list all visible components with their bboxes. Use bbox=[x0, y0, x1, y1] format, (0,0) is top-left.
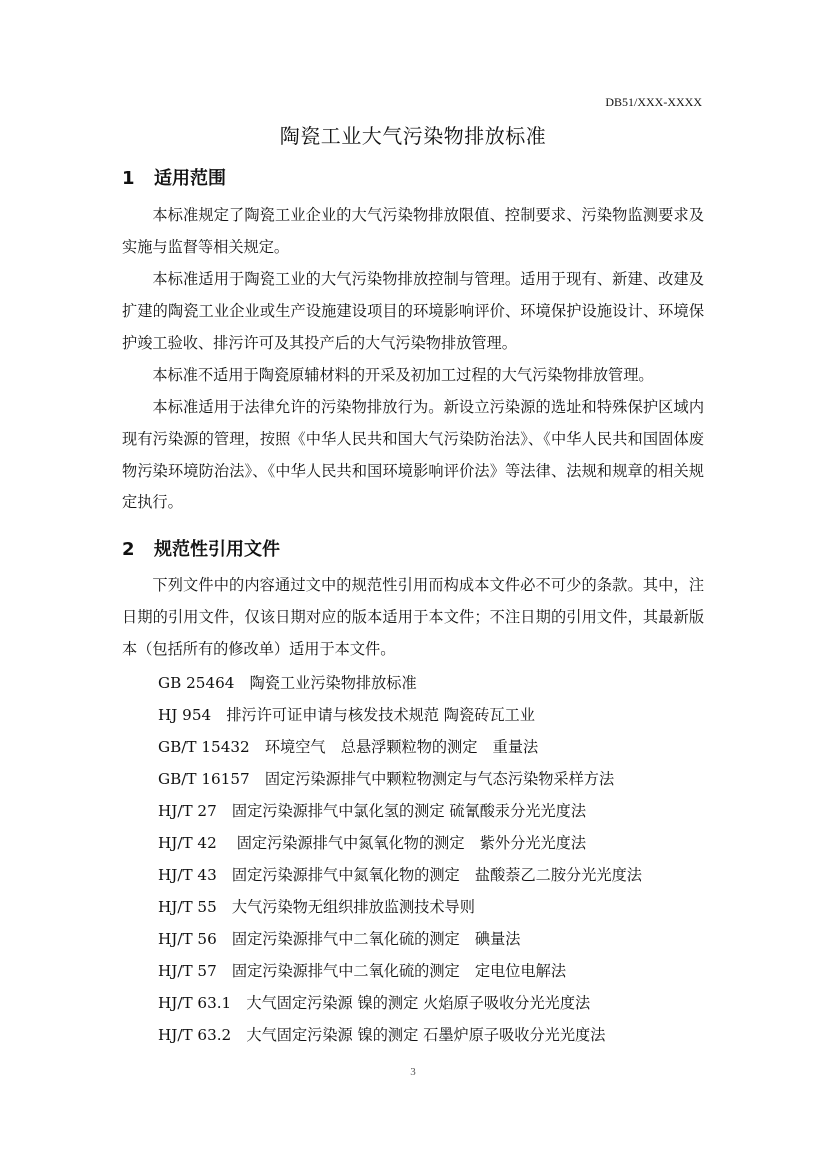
reference-item: HJ/T 63.1 大气固定污染源 镍的测定 火焰原子吸收分光光度法 bbox=[158, 994, 591, 1012]
reference-item: HJ/T 27 固定污染源排气中氯化氢的测定 硫氰酸汞分光光度法 bbox=[158, 802, 587, 820]
section-2-heading bbox=[122, 535, 280, 561]
document-title: 陶瓷工业大气污染物排放标准 bbox=[279, 124, 547, 148]
paragraph: 本标准不适用于陶瓷原辅材料的开采及初加工过程的大气污染物排放管理。 bbox=[152, 366, 654, 384]
page-number: 3 bbox=[410, 1066, 416, 1078]
section-title: 规范性引用文件 bbox=[154, 539, 280, 560]
paragraph: 本标准适用于陶瓷工业的大气污染物排放控制与管理。适用于现有、新建、改建及扩建的陶瓷工业企业或生产设施建设项目的环境影响评价、环境保护设施设计、环境保护竣工验收、排污许可及其投产后的大气污染物排放管理。 bbox=[122, 270, 704, 352]
section-number: 2 bbox=[122, 539, 135, 560]
reference-item: HJ/T 43 固定污染源排气中氮氧化物的测定 盐酸萘乙二胺分光光度法 bbox=[158, 866, 642, 884]
paragraph: 本标准适用于法律允许的污染物排放行为。新设立污染源的选址和特殊保护区域内现有污染源的管理，按照《中华人民共和国大气污染防治法》、《中华人民共和国固体废物污染环境防治法》、《中华人民共和国环境影响评价法》等法律、法规和规章的相关规定执行。 bbox=[122, 398, 704, 512]
paragraph: 下列文件中的内容通过文中的规范性引用而构成本文件必不可少的条款。其中，注日期的引用文件，仅该日期对应的版本适用于本文件；不注日期的引用文件，其最新版本（包括所有的修改单）适用于本文件。 bbox=[122, 576, 704, 658]
reference-item: HJ/T 56 固定污染源排气中二氧化硫的测定 碘量法 bbox=[158, 930, 521, 948]
section-title: 适用范围 bbox=[154, 168, 226, 189]
reference-item: HJ/T 63.2 大气固定污染源 镍的测定 石墨炉原子吸收分光光度法 bbox=[158, 1026, 606, 1044]
section-number: 1 bbox=[122, 168, 135, 189]
section-1-heading bbox=[122, 164, 226, 190]
reference-item: HJ/T 55 大气污染物无组织排放监测技术导则 bbox=[158, 898, 475, 916]
reference-item: HJ 954 排污许可证申请与核发技术规范 陶瓷砖瓦工业 bbox=[158, 706, 535, 724]
reference-item: GB/T 16157 固定污染源排气中颗粒物测定与气态污染物采样方法 bbox=[158, 770, 615, 788]
reference-item: HJ/T 57 固定污染源排气中二氧化硫的测定 定电位电解法 bbox=[158, 962, 567, 980]
reference-item: HJ/T 42 固定污染源排气中氮氧化物的测定 紫外分光光度法 bbox=[158, 834, 587, 852]
reference-item: GB/T 15432 环境空气 总悬浮颗粒物的测定 重量法 bbox=[158, 738, 539, 756]
paragraph: 本标准规定了陶瓷工业企业的大气污染物排放限值、控制要求、污染物监测要求及实施与监督等相关规定。 bbox=[122, 206, 704, 256]
reference-item: GB 25464 陶瓷工业污染物排放标准 bbox=[158, 674, 417, 692]
document-code: DB51/XXX-XXXX bbox=[605, 95, 702, 109]
